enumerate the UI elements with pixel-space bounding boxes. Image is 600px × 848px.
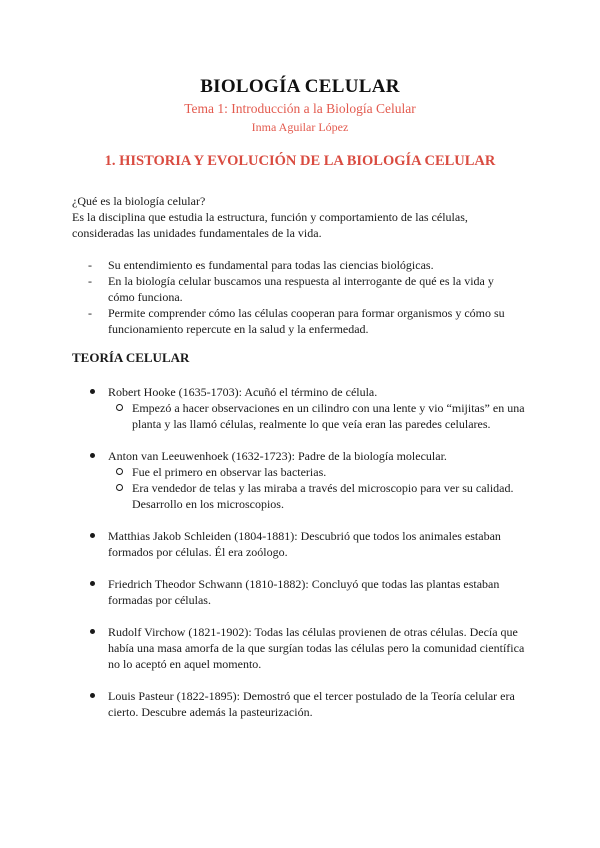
sublist-item-text: Era vendedor de telas y las miraba a través del microscopio para ver su calidad. Desarrollo en los microscopios.: [132, 481, 514, 511]
sublist-item: [108, 400, 532, 432]
sublist-item: [108, 464, 532, 480]
dash-marker: -: [88, 258, 92, 272]
list-item: [72, 257, 522, 273]
document-subtitle: Tema 1: Introducción a la Biología Celular: [184, 101, 416, 116]
sublist: [108, 464, 532, 512]
sublist-item-text: Fue el primero en observar las bacterias.: [132, 465, 327, 479]
intro-block: [72, 193, 532, 241]
list-item: [72, 576, 532, 608]
bullet-icon: [90, 629, 95, 634]
list-item: [72, 384, 532, 432]
intro-question: ¿Qué es la biología celular?: [72, 194, 206, 208]
document-title: BIOLOGÍA CELULAR: [200, 76, 400, 97]
list-item: [72, 273, 522, 305]
circle-bullet-icon: [116, 404, 123, 411]
list-item-text: Su entendimiento es fundamental para todas las ciencias biológicas.: [108, 258, 434, 272]
sublist-item-text: Empezó a hacer observaciones en un cilindro con una lente y vio “mijitas” en una planta y las llamó células, realmente lo que veía eran las paredes celulares.: [132, 401, 525, 431]
list-item-text: Anton van Leeuwenhoek (1632-1723): Padre de la biología molecular.: [108, 449, 447, 463]
list-item-text: Louis Pasteur (1822-1895): Demostró que el tercer postulado de la Teoría celular era cierto. Descubre además la pasteurización.: [108, 689, 515, 719]
teoria-heading: TEORÍA CELULAR: [72, 350, 190, 365]
list-item-text: Matthias Jakob Schleiden (1804-1881): Descubrió que todos los animales estaban formados por células. Él era zoólogo.: [108, 529, 501, 559]
bullet-icon: [90, 581, 95, 586]
circle-bullet-icon: [116, 468, 123, 475]
list-item-text: Friedrich Theodor Schwann (1810-1882): Concluyó que todas las plantas estaban formadas por células.: [108, 577, 500, 607]
bullet-icon: [90, 533, 95, 538]
list-item: [72, 624, 532, 672]
list-item-text: Robert Hooke (1635-1703): Acuñó el término de célula.: [108, 385, 378, 399]
list-item-text: Permite comprender cómo las células cooperan para formar organismos y cómo su funcionamiento repercute en la salud y la enfermedad.: [108, 306, 505, 336]
intro-definition: Es la disciplina que estudia la estructura, función y comportamiento de las células, consideradas las unidades fundamentales de la vida.: [72, 210, 468, 240]
list-item-text: En la biología celular buscamos una respuesta al interrogante de qué es la vida y cómo funciona.: [108, 274, 494, 304]
section-heading: 1. HISTORIA Y EVOLUCIÓN DE LA BIOLOGÍA CELULAR: [104, 153, 496, 169]
dash-marker: -: [88, 306, 92, 320]
list-item-text: Rudolf Virchow (1821-1902): Todas las células provienen de otras células. Decía que había una masa amorfa de la que surgían todas las células pero la comunidad científica no lo aceptó en aquel momento.: [108, 625, 525, 671]
list-item: [72, 448, 532, 512]
bullet-icon: [90, 693, 95, 698]
list-item: [72, 305, 522, 337]
list-item: [72, 688, 532, 720]
document-author: Inma Aguilar López: [251, 120, 349, 134]
bullet-icon: [90, 389, 95, 394]
list-item: [72, 528, 532, 560]
bullet-icon: [90, 453, 95, 458]
sublist: [108, 400, 532, 432]
teoria-list: [72, 384, 532, 736]
sublist-item: [108, 480, 532, 512]
dash-marker: -: [88, 274, 92, 288]
circle-bullet-icon: [116, 484, 123, 491]
intro-point-list: [72, 257, 522, 337]
